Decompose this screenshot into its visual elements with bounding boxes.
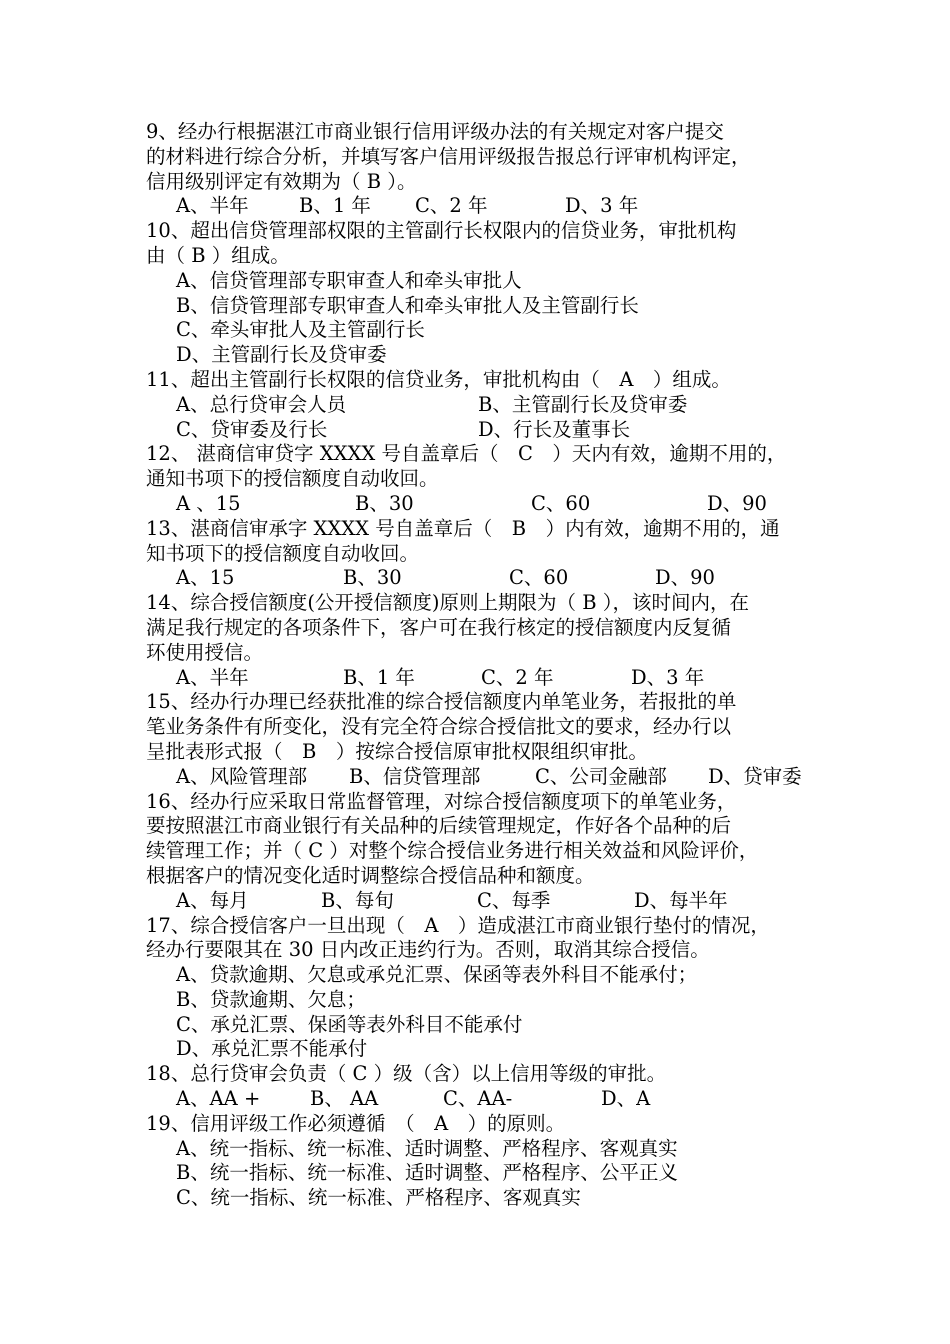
- option: C、60: [509, 566, 569, 590]
- option: D、贷审委: [708, 764, 802, 788]
- question-text: 19、信用评级工作必须遵循 （ A ）的原则。: [146, 1111, 566, 1135]
- option: B、统一指标、统一标准、适时调整、严格程序、公平正义: [176, 1161, 678, 1185]
- option: C、贷审委及行长: [176, 417, 328, 441]
- question-text: 18、总行贷审会负责（ C ）级（含）以上信用等级的审批。: [146, 1062, 667, 1086]
- question-text: 满足我行规定的各项条件下，客户可在我行核定的授信额度内反复循: [146, 615, 732, 639]
- question-13: [146, 517, 816, 591]
- question-text: 要按照湛江市商业银行有关品种的后续管理规定，作好各个品种的后: [146, 814, 732, 838]
- question-text: 11、超出主管副行长权限的信贷业务，审批机构由（ A ）组成。: [146, 367, 731, 391]
- question-text: 13、湛商信审承字 XXXX 号自盖章后（ B ）内有效，逾期不用的，通: [146, 516, 780, 540]
- option: D、90: [655, 566, 715, 590]
- question-text: 知书项下的授信额度自动收回。: [146, 541, 420, 565]
- option: A、每月: [176, 888, 249, 912]
- question-text: 续管理工作；并（ C ）对整个综合授信业务进行相关效益和风险评价，: [146, 839, 759, 863]
- question-text: 通知书项下的授信额度自动收回。: [146, 467, 439, 491]
- question-text: 由（ B ）组成。: [146, 243, 290, 267]
- question-text: 笔业务条件有所变化，没有完全符合综合授信批文的要求，经办行以: [146, 715, 732, 739]
- option: B、贷款逾期、欠息；: [176, 987, 366, 1011]
- question-18: [146, 1062, 816, 1112]
- question-9: [146, 120, 816, 219]
- option: B、30: [343, 566, 402, 590]
- option: C、2 年: [415, 194, 488, 218]
- question-10: [146, 219, 816, 368]
- question-12: [146, 442, 816, 516]
- option: C、每季: [477, 888, 551, 912]
- question-17: [146, 914, 816, 1063]
- option: D、3 年: [565, 194, 639, 218]
- option: D、承兑汇票不能承付: [176, 1037, 368, 1061]
- option: D、行长及董事长: [478, 417, 631, 441]
- option: C、AA-: [443, 1087, 513, 1111]
- option: D、3 年: [631, 665, 705, 689]
- question-text: 10、超出信贷管理部权限的主管副行长权限内的信贷业务，审批机构: [146, 219, 737, 243]
- option: B、1 年: [343, 665, 415, 689]
- option: B、信贷管理部专职审查人和牵头审批人及主管副行长: [176, 293, 639, 317]
- question-text: 15、经办行办理已经获批准的综合授信额度内单笔业务，若报批的单: [146, 690, 737, 714]
- option: D、90: [707, 491, 767, 515]
- option: D、每半年: [634, 888, 728, 912]
- option-row: [146, 492, 816, 517]
- question-text: 14、综合授信额度(公开授信额度)原则上期限为（ B ），该时间内，在: [146, 591, 750, 615]
- option: C、统一指标、统一标准、严格程序、客观真实: [176, 1186, 581, 1210]
- option: C、60: [531, 491, 591, 515]
- option: A、半年: [176, 194, 249, 218]
- question-text: 经办行要限其在 30 日内改正违约行为。否则，取消其综合授信。: [146, 938, 710, 962]
- question-text: 呈批表形式报（ B ）按综合授信原审批权限组织审批。: [146, 739, 648, 763]
- option-row: [146, 666, 816, 691]
- question-15: [146, 690, 816, 789]
- option: A、信贷管理部专职审查人和牵头审批人: [176, 268, 522, 292]
- option: A、AA +: [176, 1087, 261, 1111]
- option: A、15: [176, 566, 235, 590]
- question-19: [146, 1112, 816, 1211]
- question-text: 12、 湛商信审贷字 XXXX 号自盖章后（ C ）天内有效，逾期不用的，: [146, 442, 787, 466]
- question-text: 的材料进行综合分析，并填写客户信用评级报告报总行评审机构评定，: [146, 144, 751, 168]
- question-text: 17、综合授信客户一旦出现（ A ）造成湛江市商业银行垫付的情况，: [146, 913, 770, 937]
- option: C、承兑汇票、保函等表外科目不能承付: [176, 1012, 523, 1036]
- question-14: [146, 591, 816, 690]
- question-text: 16、经办行应采取日常监督管理，对综合授信额度项下的单笔业务，: [146, 789, 737, 813]
- option: B、主管副行长及贷审委: [478, 392, 688, 416]
- option-row: [146, 1087, 816, 1112]
- question-list: [146, 120, 816, 1211]
- option: B、信贷管理部: [349, 764, 481, 788]
- option: A、统一指标、统一标准、适时调整、严格程序、客观真实: [176, 1136, 678, 1160]
- option: B、30: [355, 491, 414, 515]
- option: A、风险管理部: [176, 764, 308, 788]
- option: B、每旬: [321, 888, 394, 912]
- option: C、2 年: [481, 665, 554, 689]
- question-11: [146, 368, 816, 442]
- option: A 、15: [176, 491, 241, 515]
- option: D、A: [601, 1087, 651, 1111]
- question-text: 根据客户的情况变化适时调整综合授信品种和额度。: [146, 863, 595, 887]
- question-16: [146, 790, 816, 914]
- option-row: [146, 566, 816, 591]
- option: B、 AA: [310, 1087, 379, 1111]
- option-row: [146, 765, 816, 790]
- question-text: 信用级别评定有效期为（ B ）。: [146, 169, 417, 193]
- option-row: [146, 889, 816, 914]
- option: A、半年: [176, 665, 249, 689]
- option: C、公司金融部: [535, 764, 667, 788]
- option-row: [146, 393, 816, 418]
- option-row: [146, 418, 816, 443]
- option: C、牵头审批人及主管副行长: [176, 318, 425, 342]
- question-text: 环使用授信。: [146, 640, 264, 664]
- option: A、贷款逾期、欠息或承兑汇票、保函等表外科目不能承付；: [176, 963, 698, 987]
- option-row: [146, 194, 816, 219]
- option: B、1 年: [299, 194, 371, 218]
- option: A、总行贷审会人员: [176, 392, 347, 416]
- question-text: 9、经办行根据湛江市商业银行信用评级办法的有关规定对客户提交: [146, 120, 724, 143]
- option: D、主管副行长及贷审委: [176, 343, 387, 367]
